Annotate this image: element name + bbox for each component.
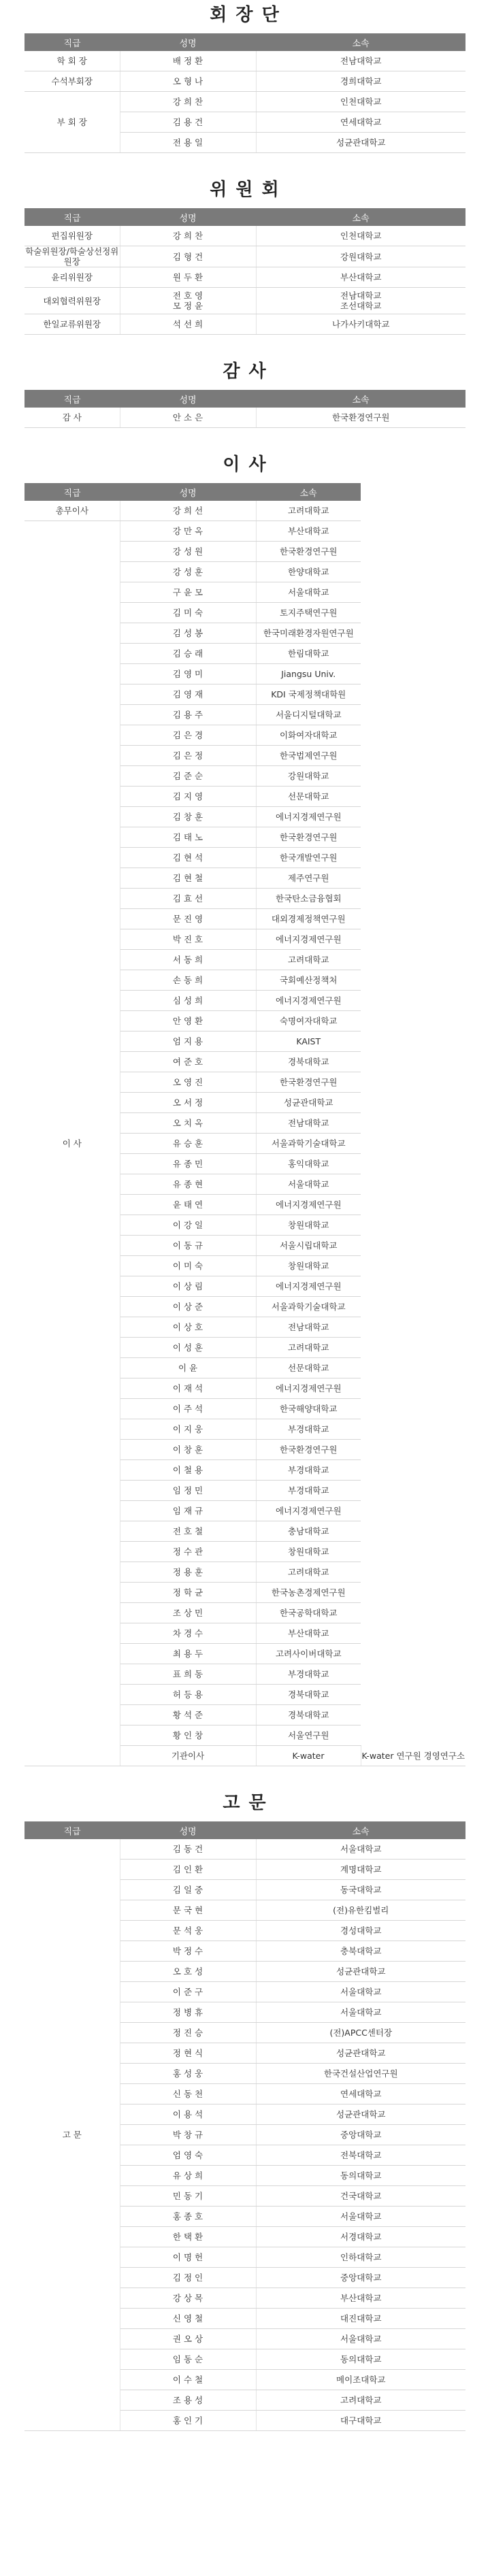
name-cell: 김 동 건 — [120, 1839, 256, 1860]
name-cell: 차 경 수 — [120, 1623, 256, 1644]
name-cell: 황 인 창 — [120, 1725, 256, 1746]
section-title: 이 사 — [223, 455, 267, 475]
affiliation-cell: 인천대학교 — [256, 92, 466, 112]
table-row — [24, 51, 466, 71]
affiliation-cell: 강원대학교 — [256, 246, 466, 267]
affiliation-cell: 서울대학교 — [256, 582, 361, 603]
name-cell: 최 용 두 — [120, 1644, 256, 1664]
affiliation-cell: 한양대학교 — [256, 562, 361, 582]
name-cell: 엄 영 숙 — [120, 2145, 256, 2166]
affiliation-cell: 부산대학교 — [256, 267, 466, 288]
section-2 — [24, 179, 466, 335]
table-header-row — [24, 483, 466, 501]
affiliation-cell: 서울대학교 — [256, 2002, 466, 2023]
affiliation-cell: 에너지경제연구원 — [256, 807, 361, 827]
affiliation-cell: 한국환경연구원 — [256, 408, 466, 428]
name-cell: 김 지 영 — [120, 787, 256, 807]
affiliation-cell: 토지주택연구원 — [256, 603, 361, 623]
table-row — [24, 1839, 466, 1860]
name-cell: 김 성 봉 — [120, 623, 256, 644]
name-cell: 서 동 희 — [120, 950, 256, 970]
affiliation-cell: 부경대학교 — [256, 1460, 361, 1481]
name-cell: 홍 인 기 — [120, 2411, 256, 2431]
name-cell: 정 진 승 — [120, 2023, 256, 2043]
name-cell: 정 학 균 — [120, 1583, 256, 1603]
affiliation-cell: 부산대학교 — [256, 2288, 466, 2309]
table-row — [24, 521, 466, 542]
name-cell: 안 소 은 — [120, 408, 256, 428]
affiliation-cell: 서울과학기술대학교 — [256, 1297, 361, 1317]
affiliation-cell: 서울과학기술대학교 — [256, 1134, 361, 1154]
name-cell: 정 현 식 — [120, 2043, 256, 2064]
table-header-row — [24, 208, 466, 226]
role-cell: 수석부회장 — [24, 71, 120, 92]
name-cell: 임 동 순 — [120, 2349, 256, 2370]
name-cell: 문 국 현 — [120, 1900, 256, 1921]
header-role: 직급 — [24, 483, 120, 501]
name-cell: 구 윤 모 — [120, 582, 256, 603]
affiliation-cell: 연세대학교 — [256, 2084, 466, 2104]
affiliation-cell: 한국공학대학교 — [256, 1603, 361, 1623]
affiliation-cell: 서울대학교 — [256, 2329, 466, 2349]
name-cell: 김 미 숙 — [120, 603, 256, 623]
name-cell: 이 지 웅 — [120, 1419, 256, 1440]
name-cell: 강 성 원 — [120, 542, 256, 562]
name-cell: 강 성 훈 — [120, 562, 256, 582]
name-cell: 정 수 관 — [120, 1542, 256, 1562]
name-cell: 민 동 기 — [120, 2186, 256, 2207]
roster-page — [0, 4, 490, 2431]
affiliation-cell: 대외경제정책연구원 — [256, 909, 361, 929]
name-cell: 김 형 건 — [120, 246, 256, 267]
name-cell: 이 철 용 — [120, 1460, 256, 1481]
name-cell: 강 희 선 — [120, 501, 256, 521]
name-cell: 문 석 웅 — [120, 1921, 256, 1941]
role-cell: 이 사 — [24, 521, 120, 1766]
header-role: 직급 — [24, 208, 120, 226]
name-cell: 김 현 석 — [120, 848, 256, 868]
table-header-row — [24, 33, 466, 51]
role-cell: 고 문 — [24, 1839, 120, 2431]
header-affiliation: 소속 — [256, 208, 466, 226]
affiliation-cell: 창원대학교 — [256, 1542, 361, 1562]
affiliation-cell: 동의대학교 — [256, 2349, 466, 2370]
affiliation-cell: 이화여자대학교 — [256, 725, 361, 746]
roster-table — [24, 33, 466, 153]
affiliation-cell: 부경대학교 — [256, 1481, 361, 1501]
name-cell: 원 두 환 — [120, 267, 256, 288]
affiliation-cell: 성균관대학교 — [256, 1962, 466, 1982]
affiliation-cell: 서울연구원 — [256, 1725, 361, 1746]
name-cell: 오 호 성 — [120, 1962, 256, 1982]
affiliation-cell: 한국해양대학교 — [256, 1399, 361, 1419]
name-cell: 이 미 숙 — [120, 1256, 256, 1276]
affiliation-cell: 전남대학교 — [256, 1113, 361, 1134]
affiliation-cell: 경희대학교 — [256, 71, 466, 92]
name-cell: 이 상 준 — [120, 1297, 256, 1317]
name-cell: 유 상 희 — [120, 2166, 256, 2186]
affiliation-cell: 서울시립대학교 — [256, 1236, 361, 1256]
affiliation-cell: 한국건설산업연구원 — [256, 2064, 466, 2084]
affiliation-cell: 대구대학교 — [256, 2411, 466, 2431]
name-cell: 이 주 석 — [120, 1399, 256, 1419]
section-3 — [24, 361, 466, 428]
section-5 — [24, 1792, 466, 2431]
affiliation-cell: 숙명여자대학교 — [256, 1011, 361, 1031]
name-cell: 허 등 용 — [120, 1685, 256, 1705]
table-row — [24, 314, 466, 335]
affiliation-cell: 인천대학교 — [256, 226, 466, 246]
header-affiliation: 소속 — [256, 1821, 466, 1839]
affiliation-cell: 연세대학교 — [256, 112, 466, 133]
affiliation-cell: KDI 국제정책대학원 — [256, 684, 361, 705]
name-cell: 김 영 미 — [120, 664, 256, 684]
name-cell: 조 상 민 — [120, 1603, 256, 1623]
affiliation-cell: 성균관대학교 — [256, 1093, 361, 1113]
role-cell: 학 회 장 — [24, 51, 120, 71]
name-cell: 강 만 옥 — [120, 521, 256, 542]
table-row — [24, 267, 466, 288]
affiliation-cell: 서울대학교 — [256, 1174, 361, 1195]
affiliation-cell: 한국환경연구원 — [256, 827, 361, 848]
name-cell: 김 정 인 — [120, 2268, 256, 2288]
roster-table — [24, 208, 466, 335]
name-cell: 조 용 성 — [120, 2390, 256, 2411]
affiliation-cell: 고려대학교 — [256, 501, 361, 521]
name-cell: 이 상 호 — [120, 1317, 256, 1338]
name-cell: 손 동 희 — [120, 970, 256, 991]
affiliation-cell: 나가사키대학교 — [256, 314, 466, 335]
affiliation-cell: 서울대학교 — [256, 1982, 466, 2002]
affiliation-cell: (전)APCC센터장 — [256, 2023, 466, 2043]
name-cell: 윤 태 연 — [120, 1195, 256, 1215]
name-cell: 임 재 규 — [120, 1501, 256, 1521]
name-cell: 배 정 환 — [120, 51, 256, 71]
name-cell: 김 승 래 — [120, 644, 256, 664]
affiliation-cell: 전남대학교 — [256, 51, 466, 71]
name-cell: 황 석 준 — [120, 1705, 256, 1725]
name-cell: 박 창 규 — [120, 2125, 256, 2145]
name-cell: 석 선 희 — [120, 314, 256, 335]
section-title: 감 사 — [223, 361, 267, 382]
header-name: 성명 — [120, 1821, 256, 1839]
name-cell: K-water — [256, 1746, 361, 1766]
name-cell: 임 정 민 — [120, 1481, 256, 1501]
table-row — [24, 246, 466, 267]
role-cell: 학술위원장/학술상선정위원장 — [25, 246, 119, 267]
affiliation-cell: 건국대학교 — [256, 2186, 466, 2207]
role-cell: 부 회 장 — [24, 92, 120, 153]
affiliation-cell: 경성대학교 — [256, 1921, 466, 1941]
section-4 — [24, 454, 466, 1766]
name-cell: 정 용 훈 — [120, 1562, 256, 1583]
affiliation-cell: 에너지경제연구원 — [256, 1501, 361, 1521]
affiliation-cell: 국회예산정책처 — [256, 970, 361, 991]
affiliation-cell: 부산대학교 — [256, 521, 361, 542]
name-cell: 홍 종 호 — [120, 2207, 256, 2227]
role-cell: 대외협력위원장 — [24, 288, 120, 314]
name-cell: 유 승 훈 — [120, 1134, 256, 1154]
affiliation-cell: K-water 연구원 경영연구소 — [361, 1746, 466, 1766]
name-cell: 전 호 영 모 정 윤 — [120, 288, 256, 314]
affiliation-cell: 한국환경연구원 — [256, 1440, 361, 1460]
affiliation-cell: 홍익대학교 — [256, 1154, 361, 1174]
name-cell: 김 인 환 — [120, 1860, 256, 1880]
name-cell: 이 창 훈 — [120, 1440, 256, 1460]
affiliation-cell: 강원대학교 — [256, 766, 361, 787]
role-cell: 편집위원장 — [24, 226, 120, 246]
affiliation-cell: 메이조대학교 — [256, 2370, 466, 2390]
name-cell: 이 재 석 — [120, 1378, 256, 1399]
affiliation-cell: 중앙대학교 — [256, 2268, 466, 2288]
header-name: 성명 — [120, 208, 256, 226]
table-row — [24, 408, 466, 428]
affiliation-cell: 창원대학교 — [256, 1256, 361, 1276]
affiliation-cell: 고려대학교 — [256, 1338, 361, 1358]
role-cell: 한일교류위원장 — [24, 314, 120, 335]
name-cell: 오 서 정 — [120, 1093, 256, 1113]
name-cell: 이 강 일 — [120, 1215, 256, 1236]
affiliation-cell: 한국미래환경자원연구원 — [256, 623, 361, 644]
name-cell: 권 오 상 — [120, 2329, 256, 2349]
affiliation-cell: Jiangsu Univ. — [256, 664, 361, 684]
name-cell: 김 은 경 — [120, 725, 256, 746]
name-cell: 김 준 순 — [120, 766, 256, 787]
affiliation-cell: 서울대학교 — [256, 1839, 466, 1860]
table-row — [24, 226, 466, 246]
roster-table — [24, 390, 466, 428]
affiliation-cell: 전남대학교 조선대학교 — [256, 288, 466, 314]
header-role: 직급 — [24, 390, 120, 408]
header-name: 성명 — [120, 33, 256, 51]
name-cell: 이 명 헌 — [120, 2247, 256, 2268]
name-cell: 문 진 영 — [120, 909, 256, 929]
affiliation-cell: 대진대학교 — [256, 2309, 466, 2329]
affiliation-cell: 충남대학교 — [256, 1521, 361, 1542]
role-cell: 기관이사 — [120, 1746, 256, 1766]
name-cell: 이 용 석 — [120, 2104, 256, 2125]
header-name: 성명 — [120, 390, 256, 408]
affiliation-cell: 성균관대학교 — [256, 2043, 466, 2064]
affiliation-cell: 동국대학교 — [256, 1880, 466, 1900]
affiliation-cell: 서울대학교 — [256, 2207, 466, 2227]
header-role: 직급 — [24, 1821, 120, 1839]
affiliation-cell: 선문대학교 — [256, 787, 361, 807]
name-cell: 김 현 철 — [120, 868, 256, 889]
name-cell: 신 영 철 — [120, 2309, 256, 2329]
name-cell: 이 상 림 — [120, 1276, 256, 1297]
affiliation-cell: 경북대학교 — [256, 1052, 361, 1072]
name-cell: 김 창 훈 — [120, 807, 256, 827]
roster-table — [24, 1821, 466, 2431]
role-cell: 윤리위원장 — [24, 267, 120, 288]
affiliation-cell: 경북대학교 — [256, 1705, 361, 1725]
role-cell: 감 사 — [24, 408, 120, 428]
table-row — [24, 501, 466, 521]
name-cell: 김 영 재 — [120, 684, 256, 705]
header-role: 직급 — [24, 33, 120, 51]
affiliation-cell: 한국농촌경제연구원 — [256, 1583, 361, 1603]
name-cell: 박 진 호 — [120, 929, 256, 950]
name-cell: 김 태 노 — [120, 827, 256, 848]
affiliation-cell: 한국환경연구원 — [256, 1072, 361, 1093]
name-cell: 전 호 철 — [120, 1521, 256, 1542]
name-cell: 홍 성 웅 — [120, 2064, 256, 2084]
header-affiliation: 소속 — [256, 33, 466, 51]
affiliation-cell: 한림대학교 — [256, 644, 361, 664]
table-row — [24, 71, 466, 92]
roster-table — [24, 483, 466, 1766]
affiliation-cell: 에너지경제연구원 — [256, 1276, 361, 1297]
name-cell: 강 희 찬 — [120, 92, 256, 112]
affiliation-cell: 성균관대학교 — [256, 133, 466, 153]
table-header-row — [24, 1821, 466, 1839]
affiliation-cell: 고려대학교 — [256, 1562, 361, 1583]
name-cell: 이 준 구 — [120, 1982, 256, 2002]
affiliation-cell: 계명대학교 — [256, 1860, 466, 1880]
name-cell: 이 수 철 — [120, 2370, 256, 2390]
name-cell: 김 용 건 — [120, 112, 256, 133]
name-cell: 이 동 규 — [120, 1236, 256, 1256]
affiliation-cell: 서경대학교 — [256, 2227, 466, 2247]
name-cell: 안 영 환 — [120, 1011, 256, 1031]
name-cell: 박 정 수 — [120, 1941, 256, 1962]
name-cell: 엄 지 용 — [120, 1031, 256, 1052]
affiliation-cell: 전남대학교 — [256, 1317, 361, 1338]
name-cell: 김 용 주 — [120, 705, 256, 725]
affiliation-cell: 고려사이버대학교 — [256, 1644, 361, 1664]
affiliation-cell: 충북대학교 — [256, 1941, 466, 1962]
affiliation-cell: 성균관대학교 — [256, 2104, 466, 2125]
affiliation-cell: 경북대학교 — [256, 1685, 361, 1705]
name-cell: 정 병 휴 — [120, 2002, 256, 2023]
section-1 — [24, 4, 466, 153]
section-title: 고 문 — [223, 1793, 267, 1813]
name-cell: 강 상 목 — [120, 2288, 256, 2309]
affiliation-cell: 에너지경제연구원 — [256, 991, 361, 1011]
section-title: 위 원 회 — [210, 180, 280, 200]
name-cell: 오 치 옥 — [120, 1113, 256, 1134]
affiliation-cell: 에너지경제연구원 — [256, 929, 361, 950]
name-cell: 유 종 현 — [120, 1174, 256, 1195]
name-cell: 이 윤 — [120, 1358, 256, 1378]
name-cell: 여 준 호 — [120, 1052, 256, 1072]
name-cell: 오 형 나 — [120, 71, 256, 92]
affiliation-cell: 부산대학교 — [256, 1623, 361, 1644]
affiliation-cell: 인하대학교 — [256, 2247, 466, 2268]
affiliation-cell: 에너지경제연구원 — [256, 1378, 361, 1399]
affiliation-cell: (전)유한킴벌리 — [256, 1900, 466, 1921]
affiliation-cell: 고려대학교 — [256, 950, 361, 970]
affiliation-cell: 선문대학교 — [256, 1358, 361, 1378]
affiliation-cell: 한국탄소금융협회 — [256, 889, 361, 909]
name-cell: 김 효 선 — [120, 889, 256, 909]
affiliation-cell: KAIST — [256, 1031, 361, 1052]
affiliation-cell: 부경대학교 — [256, 1419, 361, 1440]
affiliation-cell: 중앙대학교 — [256, 2125, 466, 2145]
name-cell: 이 성 훈 — [120, 1338, 256, 1358]
name-cell: 전 용 일 — [120, 133, 256, 153]
name-cell: 한 택 환 — [120, 2227, 256, 2247]
name-cell: 김 은 정 — [120, 746, 256, 766]
role-cell: 총무이사 — [24, 501, 120, 521]
affiliation-cell: 동의대학교 — [256, 2166, 466, 2186]
name-cell: 심 성 희 — [120, 991, 256, 1011]
header-name: 성명 — [120, 483, 256, 501]
affiliation-cell: 에너지경제연구원 — [256, 1195, 361, 1215]
affiliation-cell: 한국법제연구원 — [256, 746, 361, 766]
table-header-row — [24, 390, 466, 408]
table-row — [24, 92, 466, 112]
table-row — [24, 288, 466, 314]
section-title: 회 장 단 — [210, 5, 280, 25]
affiliation-cell: 서울디지털대학교 — [256, 705, 361, 725]
header-affiliation: 소속 — [256, 390, 466, 408]
affiliation-cell: 전북대학교 — [256, 2145, 466, 2166]
name-cell: 강 희 찬 — [120, 226, 256, 246]
affiliation-cell: 한국개발연구원 — [256, 848, 361, 868]
header-affiliation: 소속 — [256, 483, 361, 501]
affiliation-cell: 창원대학교 — [256, 1215, 361, 1236]
affiliation-cell: 한국환경연구원 — [256, 542, 361, 562]
affiliation-cell: 제주연구원 — [256, 868, 361, 889]
affiliation-cell: 부경대학교 — [256, 1664, 361, 1685]
name-cell: 김 일 중 — [120, 1880, 256, 1900]
name-cell: 표 희 동 — [120, 1664, 256, 1685]
affiliation-cell: 고려대학교 — [256, 2390, 466, 2411]
name-cell: 오 영 진 — [120, 1072, 256, 1093]
name-cell: 유 종 민 — [120, 1154, 256, 1174]
name-cell: 신 동 천 — [120, 2084, 256, 2104]
